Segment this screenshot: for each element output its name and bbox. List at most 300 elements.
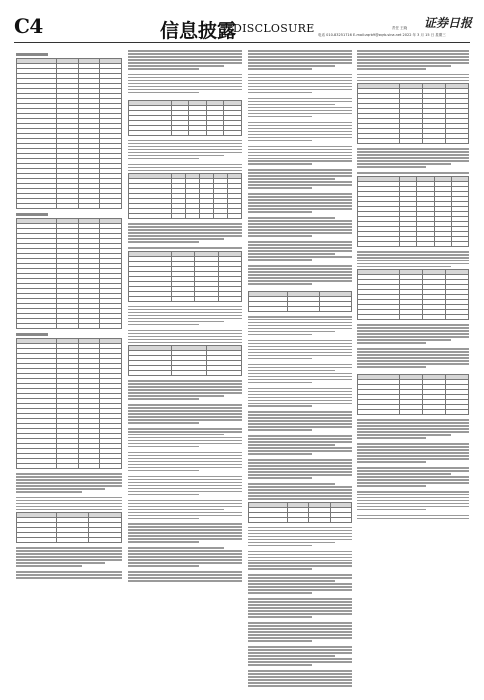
text-line [128,419,242,421]
text-line [357,360,469,362]
text-line [248,373,352,375]
text-line [248,184,352,186]
text-line [248,628,352,630]
text-line [16,479,122,481]
text-line [357,257,469,259]
text-line [128,65,224,67]
text-line [248,607,352,609]
text-line [128,518,199,520]
text-line [357,324,469,326]
text-line [128,574,242,576]
text-line [357,467,469,469]
text-line [357,342,426,344]
text-line [248,598,352,600]
text-line [248,89,352,91]
data-table [128,100,242,136]
text-line [248,664,312,666]
page-number: C4 [14,14,43,38]
text-line [248,74,352,76]
text-line [248,589,352,591]
text-line [248,586,352,588]
text-line [128,440,242,442]
text-line [357,452,469,454]
text-line [16,565,82,567]
text-line [16,482,122,484]
text-line [248,652,352,654]
text-line [248,568,312,570]
text-line [128,407,242,409]
text-line [357,50,469,52]
text-line [248,331,335,333]
text-line [16,473,122,475]
text-line [248,140,312,142]
table-caption [16,213,48,216]
text-line [128,158,199,160]
text-block [128,140,242,171]
text-line [128,92,199,94]
text-line [357,333,469,335]
text-line [248,441,352,443]
text-line [248,220,352,222]
text-line [248,426,352,428]
text-line [357,494,469,496]
text-line [128,452,242,454]
text-line [128,306,242,308]
text-line [357,151,469,153]
text-line [357,157,469,159]
text-line [357,515,469,517]
text-line [357,166,426,168]
text-line [248,554,352,556]
text-line [357,461,426,463]
text-line [16,509,122,511]
text-line [248,116,312,118]
text-line [248,175,352,177]
text-line [248,679,352,681]
text-line [248,77,352,79]
text-line [357,431,469,433]
text-line [357,497,469,499]
text-block [357,324,469,372]
text-line [248,394,352,396]
text-line [128,550,242,552]
column-2 [128,50,242,688]
text-line [248,202,352,204]
table-row [249,306,352,311]
text-line [248,268,352,270]
text-line [248,205,352,207]
text-line [248,631,352,633]
text-line [248,613,352,615]
text-line [248,235,312,237]
text-line [248,86,352,88]
text-line [128,410,242,412]
text-line [248,616,312,618]
text-line [16,497,122,499]
text-line [128,470,199,472]
text-line [248,319,352,321]
text-line [128,559,242,561]
text-line [248,498,352,500]
text-line [248,50,352,52]
text-line [248,193,352,195]
text-block [128,50,242,98]
text-line [357,336,469,338]
text-line [248,334,312,336]
text-line [16,485,122,487]
text-line [248,530,352,532]
text-line [248,149,352,151]
text-line [357,434,451,436]
text-line [248,208,352,210]
text-line [248,152,352,154]
text-line [128,312,242,314]
text-line [248,277,352,279]
text-line [357,437,426,439]
text-line [128,562,242,564]
text-line [128,238,224,240]
text-line [357,509,426,511]
data-table [357,269,469,320]
text-line [128,86,242,88]
data-table [128,345,242,376]
text-line [128,577,242,579]
text-line [248,533,352,535]
text-block [248,316,352,500]
text-line [128,428,242,430]
text-line [248,580,335,582]
text-line [16,556,122,558]
text-line [357,163,451,165]
text-line [248,137,352,139]
header-rule [14,42,470,43]
text-line [357,458,469,460]
text-line [128,167,242,169]
text-line [248,223,352,225]
text-line [357,351,469,353]
text-line [248,232,352,234]
text-line [248,226,352,228]
text-line [357,77,469,79]
text-line [128,83,242,85]
table-row [249,517,352,522]
text-line [248,247,352,249]
text-line [357,53,469,55]
text-line [248,244,352,246]
text-line [248,325,352,327]
text-line [128,556,242,558]
text-line [128,247,242,249]
column-4 [357,50,469,688]
text-line [128,74,242,76]
text-line [128,324,199,326]
text-line [248,169,352,171]
text-line [128,523,242,525]
text-line [128,229,242,231]
text-line [16,500,122,502]
text-line [248,259,312,261]
text-line [248,322,352,324]
text-line [357,422,469,424]
text-line [248,172,352,174]
text-line [128,77,242,79]
balance-sheet-table [16,58,122,209]
text-line [128,434,224,436]
text-block [248,50,352,289]
text-line [128,464,242,466]
text-line [248,146,352,148]
text-line [128,526,242,528]
text-line [357,363,469,365]
text-line [357,160,469,162]
text-line [128,398,199,400]
text-line [248,280,352,282]
text-line [357,62,469,64]
text-line [248,382,312,384]
text-line [128,485,242,487]
text-line [16,559,122,561]
text-line [357,80,469,82]
text-line [16,503,122,505]
text-line [16,547,122,549]
text-line [248,405,312,407]
text-line [248,155,352,157]
text-line [248,483,335,485]
text-block [248,527,352,688]
text-line [128,458,242,460]
small-table [248,502,352,523]
text-line [16,476,122,478]
text-line [248,379,352,381]
text-line [248,610,352,612]
text-line [248,592,312,594]
text-line [128,446,199,448]
editor-line: 责任 王晓 [392,26,408,30]
text-line [248,577,352,579]
text-line [128,140,242,142]
text-line [248,229,352,231]
text-line [248,640,312,642]
newspaper-masthead-logo: 证券日报 [424,16,473,30]
text-line [248,65,335,67]
text-line [248,542,335,544]
text-line [248,403,352,405]
text-line [128,571,242,573]
text-line [16,553,122,555]
text-line [248,391,352,393]
text-line [248,417,352,419]
text-line [357,491,469,493]
text-line [248,352,352,354]
table-row [358,410,469,415]
text-line [357,449,469,451]
text-line [128,330,242,332]
text-line [357,366,426,368]
text-line [248,134,352,136]
text-line [128,152,242,154]
text-line [248,59,352,61]
data-table [357,83,469,144]
text-line [128,547,224,549]
text-line [357,172,469,174]
table-row [17,204,122,209]
text-line [248,160,352,162]
text-line [248,181,352,183]
text-line [248,400,352,402]
text-line [357,74,469,76]
text-line [248,113,352,115]
text-line [128,383,242,385]
text-line [128,56,242,58]
text-line [248,283,312,285]
text-line [248,477,312,479]
text-line [357,251,469,253]
column-1 [16,50,122,688]
table-row [129,130,242,135]
text-line [128,404,242,406]
text-line [128,580,242,582]
text-line [128,461,242,463]
text-line [248,637,352,639]
text-line [357,479,469,481]
text-line [128,467,242,469]
section-title-en: DISCLOSURE [233,22,315,35]
text-line [128,503,242,505]
text-line [128,53,242,55]
text-line [248,604,352,606]
text-line [128,318,242,320]
text-line [248,560,352,562]
text-line [248,574,352,576]
table-row [129,296,242,301]
text-line [248,438,352,440]
text-line [248,250,352,252]
text-line [16,491,82,493]
text-line [357,254,469,256]
text-line [128,170,242,172]
text-line [357,455,469,457]
text-line [128,309,242,311]
text-line [128,553,242,555]
table-caption [16,333,48,336]
text-line [128,509,224,511]
text-line [248,658,352,660]
text-line [128,437,242,439]
text-line [248,349,352,351]
text-line [248,435,352,437]
text-line [248,187,312,189]
text-line [128,422,199,424]
text-line [357,154,469,156]
text-line [248,358,312,360]
text-line [128,59,242,61]
text-line [16,550,122,552]
text-line [248,56,352,58]
text-block [357,50,469,81]
text-line [357,503,469,505]
text-line [248,462,352,464]
text-line [357,425,469,427]
text-line [248,83,352,85]
text-line [248,420,352,422]
text-line [128,155,224,157]
text-line [248,178,335,180]
text-line [128,68,199,70]
text-line [248,376,352,378]
text-block [16,547,122,578]
text-line [357,476,469,478]
text-line [248,562,352,564]
text-line [128,541,199,543]
text-line [128,336,242,338]
text-line [128,62,242,64]
text-line [248,265,352,267]
text-line [357,428,469,430]
text-line [128,413,242,415]
text-line [357,59,469,61]
text-line [248,241,352,243]
text-line [357,354,469,356]
text-line [128,321,224,323]
text-line [357,327,469,329]
text-line [357,506,469,508]
table-row [129,214,242,219]
text-line [248,328,352,330]
text-line [357,65,451,67]
text-line [248,682,352,684]
text-line [248,199,352,201]
text-line [248,107,352,109]
text-line [357,56,469,58]
text-line [128,482,242,484]
text-line [248,465,352,467]
text-line [128,431,242,433]
text-line [248,670,352,672]
text-line [16,488,105,490]
text-line [248,370,335,372]
text-line [248,649,352,651]
text-line [248,346,352,348]
text-line [248,489,352,491]
text-line [248,104,335,106]
text-line [128,235,242,237]
text-line [357,330,469,332]
text-line [357,339,451,341]
text-line [248,101,352,103]
text-line [357,482,469,484]
text-line [128,529,242,531]
text-line [357,148,469,150]
text-line [357,470,469,472]
text-line [248,274,352,276]
text-line [357,443,469,445]
text-line [248,459,352,461]
text-line [128,535,242,537]
text-line [248,429,312,431]
text-line [128,389,242,391]
text-line [248,536,352,538]
text-line [357,500,469,502]
text-line [248,495,352,497]
text-line [128,380,242,382]
text-line [16,562,105,564]
text-line [248,211,312,213]
text-line [248,271,352,273]
column-3 [248,50,352,688]
text-line [248,545,312,547]
text-line [248,474,352,476]
text-line [248,414,352,416]
